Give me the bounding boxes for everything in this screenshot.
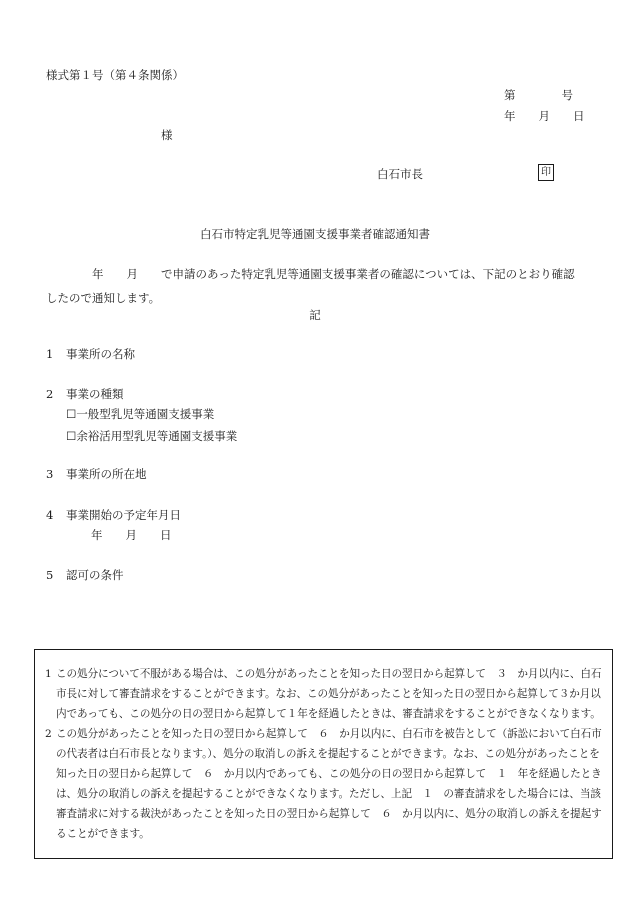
section-number: 4 [46, 508, 54, 522]
seal-mark: 印 [538, 164, 554, 181]
section-label: 事業開始の予定年月日 [66, 508, 181, 522]
document-title: 白石市特定乳児等通園支援事業者確認通知書 [200, 227, 430, 241]
intro-lead: 年 月 で申請のあった特定乳児等通園支援事業者の確認については、下記のとおり確認 [92, 267, 575, 281]
document-number-line: 第 号 [504, 88, 573, 102]
appeal-notice-box [34, 649, 613, 859]
notice-text: この処分について不服がある場合は、この処分があったことを知った日の翌日から起算して ３ か月以内に、白石市長に対して審査請求をすることができます。なお、この処分があったことを知った日の翌日から起算して３か月以内であっても、この処分の日の翌日から起算して１年を経過したときは、審査請求をすることができなくなります。 [56, 668, 602, 720]
section-business-name [46, 346, 135, 363]
checkbox-icon: ☐ [66, 407, 77, 422]
notice-text: この処分があったことを知った日の翌日から起算して ６ か月以内に、白石市を被告として（訴訟において白石市の代表者は白石市長となります。）、処分の取消しの訴えを提起することができます。なお、この処分があったことを知った日の翌日から起算して ６ か月以内であっても、この処分の日の翌日から起算して １ 年を経過したときは、処分の取消しの訴えを提起することができなくなります。ただし、上記 １ の審査請求をした場合には、当該審査請求に対する裁決があったことを知った日の翌日から起算して ６ か月以内に、処分の取消しの訴えを提起することができます。 [56, 728, 602, 840]
issuer-name: 白石市長 [377, 167, 423, 181]
option-label: 余裕活用型乳児等通園支援事業 [76, 429, 238, 444]
issue-date-line: 年 月 日 [504, 109, 585, 123]
section-approval-conditions [46, 567, 124, 584]
section-label: 認可の条件 [66, 568, 124, 582]
ki-heading: 記 [309, 308, 321, 322]
intro-paragraph [46, 262, 591, 310]
section-business-type [46, 386, 237, 447]
section-label: 事業所の所在地 [66, 467, 147, 481]
notice-item [45, 724, 606, 844]
section-business-address [46, 466, 147, 483]
section-label: 事業所の名称 [66, 347, 135, 361]
notice-number: 2 [45, 728, 52, 740]
start-date-line: 年 月 日 [91, 528, 172, 543]
checkbox-icon: ☐ [66, 429, 77, 444]
section-number: 1 [46, 347, 54, 361]
section-start-date [46, 507, 181, 546]
section-number: 3 [46, 467, 54, 481]
section-number: 5 [46, 568, 54, 582]
notice-number: 1 [45, 668, 52, 680]
intro-tail: したので通知します。 [46, 291, 161, 305]
addressee-suffix: 様 [161, 128, 173, 142]
section-number: 2 [46, 387, 54, 401]
option-label: 一般型乳児等通園支援事業 [76, 407, 215, 422]
business-type-option [46, 403, 237, 425]
form-id: 様式第１号（第４条関係） [46, 68, 184, 82]
section-label: 事業の種類 [66, 387, 124, 401]
business-type-option [46, 425, 237, 447]
notice-item [45, 664, 606, 724]
